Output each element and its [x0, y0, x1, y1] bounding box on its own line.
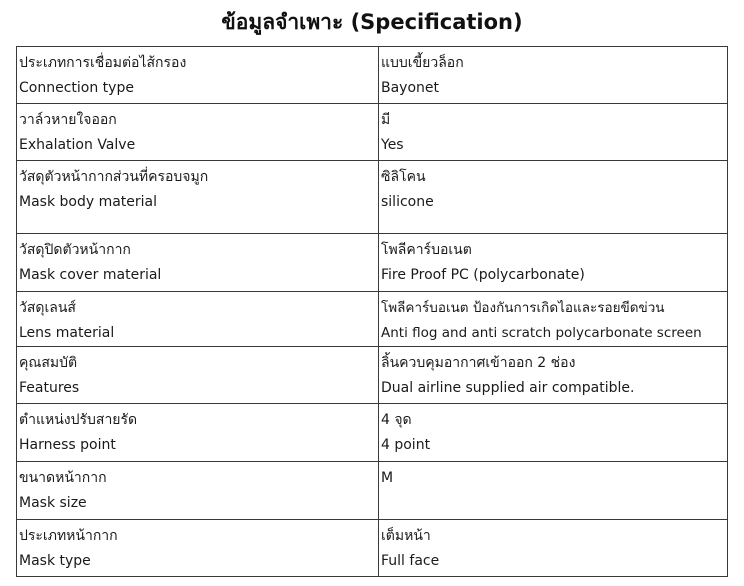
spec-value-cell: [379, 347, 728, 404]
spec-label-thai: วาล์วหายใจออก: [19, 112, 117, 128]
spec-label-english: Harness point: [19, 437, 116, 453]
spec-value-thai: ซิลิโคน: [381, 169, 426, 185]
spec-label-thai: ประเภทการเชื่อมต่อไส้กรอง: [19, 55, 187, 71]
spec-label-english: Exhalation Valve: [19, 137, 136, 153]
spec-value-english: Anti flog and anti scratch polycarbonate screen: [381, 325, 702, 341]
table-row: [17, 234, 728, 292]
spec-value-english: Bayonet: [381, 80, 440, 96]
table-row: [17, 161, 728, 234]
spec-label-cell: [17, 161, 379, 234]
spec-value-cell: [379, 292, 728, 347]
page-title: ข้อมูลจำเพาะ (Specification): [221, 10, 523, 34]
spec-value-cell: [379, 47, 728, 104]
spec-label-cell: [17, 234, 379, 292]
spec-value-english: Dual airline supplied air compatible.: [381, 380, 635, 396]
table-row: [17, 404, 728, 462]
spec-value-thai: โพลีคาร์บอเนต ป้องกันการเกิดไอและรอยขีดข่วน: [381, 300, 665, 316]
spec-value-cell: [379, 234, 728, 292]
table-row: [17, 520, 728, 577]
spec-label-thai: ตำแหน่งปรับสายรัด: [19, 412, 138, 428]
spec-label-english: Features: [19, 380, 80, 396]
spec-value-cell: [379, 161, 728, 234]
spec-label-english: Mask body material: [19, 194, 158, 210]
table-row: [17, 104, 728, 161]
table-row: [17, 292, 728, 347]
spec-label-cell: [17, 47, 379, 104]
spec-value-english: Yes: [381, 137, 404, 153]
spec-label-thai: วัสดุเลนส์: [19, 300, 76, 316]
specification-table: [16, 46, 728, 577]
spec-label-english: Mask type: [19, 553, 91, 569]
spec-value-thai: M: [381, 470, 394, 486]
spec-value-english: 4 point: [381, 437, 431, 453]
spec-label-thai: คุณสมบัติ: [19, 355, 78, 371]
spec-value-thai: มี: [381, 112, 391, 128]
spec-label-english: Lens material: [19, 325, 115, 341]
spec-label-thai: ขนาดหน้ากาก: [19, 470, 107, 486]
table-row: [17, 462, 728, 520]
spec-label-cell: [17, 104, 379, 161]
spec-value-cell: [379, 104, 728, 161]
spec-label-cell: [17, 462, 379, 520]
spec-label-thai: วัสดุตัวหน้ากากส่วนที่ครอบจมูก: [19, 169, 209, 185]
spec-label-cell: [17, 520, 379, 577]
spec-value-thai: เต็มหน้า: [381, 528, 431, 544]
spec-label-thai: วัสดุปิดตัวหน้ากาก: [19, 242, 131, 258]
spec-value-cell: [379, 404, 728, 462]
spec-value-thai: 4 จุด: [381, 412, 412, 428]
spec-value-english: Full face: [381, 553, 440, 569]
spec-label-thai: ประเภทหน้ากาก: [19, 528, 118, 544]
spec-label-english: Mask size: [19, 495, 87, 511]
spec-value-cell: [379, 462, 728, 520]
spec-value-thai: ลิ้นควบคุมอากาศเข้าออก 2 ช่อง: [381, 355, 576, 371]
spec-label-cell: [17, 292, 379, 347]
spec-value-cell: [379, 520, 728, 577]
spec-value-english: silicone: [381, 194, 434, 210]
spec-label-cell: [17, 347, 379, 404]
spec-value-thai: โพลีคาร์บอเนต: [381, 242, 472, 258]
spec-label-english: Connection type: [19, 80, 134, 96]
table-row: [17, 47, 728, 104]
table-row: [17, 347, 728, 404]
spec-value-english: Fire Proof PC (polycarbonate): [381, 267, 585, 283]
spec-label-english: Mask cover material: [19, 267, 162, 283]
spec-label-cell: [17, 404, 379, 462]
spec-value-thai: แบบเขี้ยวล็อก: [381, 55, 464, 71]
